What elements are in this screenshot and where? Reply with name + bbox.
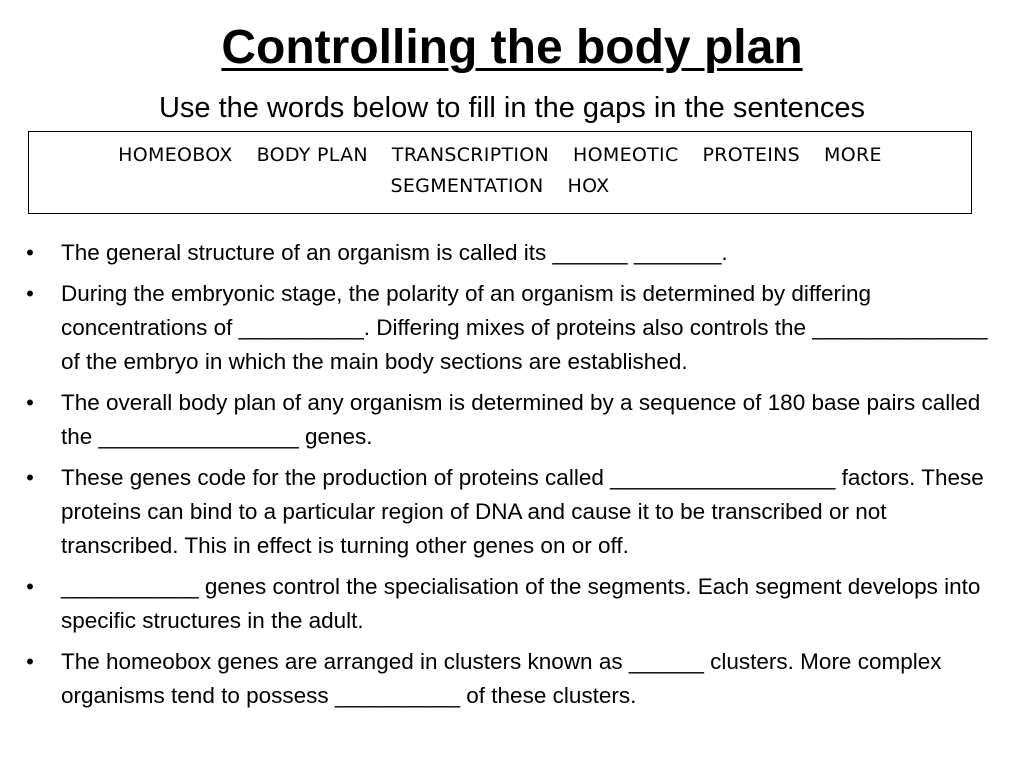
bullet-dot-icon: • <box>26 240 34 265</box>
bullet-dot-icon: • <box>26 649 34 674</box>
sentence-item <box>20 277 1000 379</box>
sentence-text: ___________ genes control the specialisation of the segments. Each segment develops into specific structures in the adult. <box>61 574 981 633</box>
bullet-dot-icon: • <box>26 390 34 415</box>
slide-subtitle: Use the words below to fill in the gaps in the sentences <box>158 92 866 124</box>
word-bank-item: BODY PLAN <box>256 144 368 166</box>
sentence-text: The homeobox genes are arranged in clusters known as ______ clusters. More complex organisms tend to possess __________ of these clusters. <box>61 649 942 708</box>
sentence-text: During the embryonic stage, the polarity of an organism is determined by differing concentrations of __________. Differing mixes of proteins also controls the ______________ of the embryo in which the main body sections are established. <box>61 281 988 374</box>
bullet-dot-icon: • <box>26 465 34 490</box>
sentence-item <box>20 461 1000 563</box>
sentence-item <box>20 645 1000 713</box>
word-bank-item: SEGMENTATION <box>390 175 544 197</box>
word-bank <box>28 131 972 214</box>
sentence-list <box>20 236 1000 720</box>
word-bank-item: HOX <box>567 175 610 197</box>
word-bank-item: HOMEOBOX <box>118 144 233 166</box>
word-bank-item: PROTEINS <box>702 144 801 166</box>
sentence-item <box>20 570 1000 638</box>
word-bank-item: MORE <box>824 144 882 166</box>
slide-title: Controlling the body plan <box>221 21 803 74</box>
bullet-dot-icon: • <box>26 574 34 599</box>
sentence-item <box>20 386 1000 454</box>
bullet-dot-icon: • <box>26 281 34 306</box>
word-bank-item: HOMEOTIC <box>573 144 679 166</box>
sentence-text: The overall body plan of any organism is determined by a sequence of 180 base pairs called the ________________ genes. <box>61 390 981 449</box>
word-bank-item: TRANSCRIPTION <box>391 144 550 166</box>
sentence-text: These genes code for the production of proteins called __________________ factors. These proteins can bind to a particular region of DNA and cause it to be transcribed or not transcribed. This in effect is turning other genes on or off. <box>61 465 984 558</box>
sentence-item <box>20 236 1000 270</box>
sentence-text: The general structure of an organism is called its ______ _______. <box>61 240 728 265</box>
